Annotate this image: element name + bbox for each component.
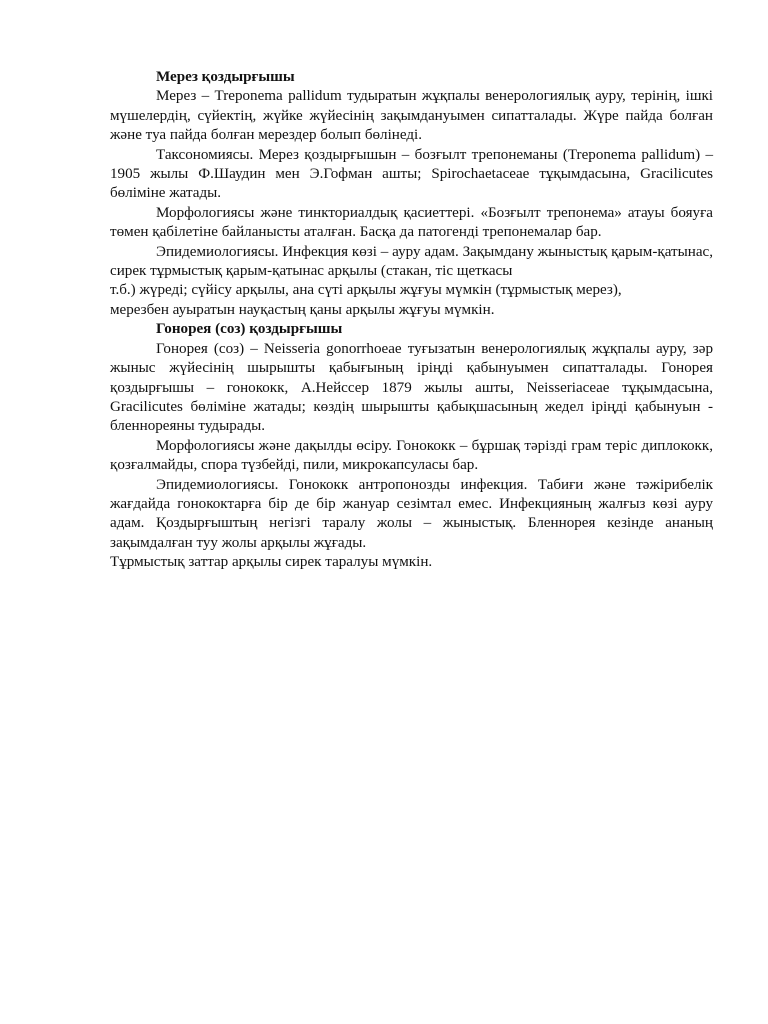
gonorrhea-intro-paragraph: Гонорея (соз) – Neisseria gonorrhoeae туғызатын венерологиялық жұқпалы ауру, зәр жыныс жүйесінің шырышты қабығының іріңді қабынуымен сипатталады. Гонорея қоздырғышы – гонококк, А.Нейссер 1879 жылы ашты, Neisseriaceae тұқымдасына, Gracilicutes бөліміне жатады; көздің шырышты қабықшасының жедел іріңді қабынуын - бленнореяны тудырады. bbox=[110, 340, 713, 435]
syphilis-epidemiology-continuation-2: мерезбен ауыратын науқастың қаны арқылы жұғуы мүмкін. bbox=[110, 301, 495, 318]
gonorrhea-morphology-paragraph: Морфологиясы және дақылды өсіру. Гонококк – бұршақ тәрізді грам теріс диплококк, қозғалмайды, спора түзбейді, пили, микрокапсуласы бар. bbox=[110, 437, 713, 474]
syphilis-epidemiology-paragraph: Эпидемиологиясы. Инфекция көзі – ауру адам. Зақымдану жыныстық қарым-қатынас, сирек тұрмыстық қарым-қатынас арқылы (стакан, тіс щеткасы bbox=[110, 243, 713, 280]
syphilis-epidemiology-continuation: т.б.) жүреді; сүйісу арқылы, ана сүті арқылы жұғуы мүмкін (тұрмыстық мерез), bbox=[110, 282, 622, 299]
syphilis-intro-paragraph: Мерез – Treponema pallidum тудыратын жұқпалы венерологиялық ауру, терінің, ішкі мүшелердің, сүйектің, жүйке жүйесінің зақымдануымен сипатталады. Жүре пайда болған және туа пайда болған мерездер болып бөлінеді. bbox=[110, 88, 713, 144]
syphilis-taxonomy-paragraph: Таксономиясы. Мерез қоздырғышын – бозғылт трепонеманы (Treponema pallidum) – 1905 жылы Ф.Шаудин мен Э.Гофман ашты; Spirochaetaceae тұқымдасына, Gracilicutes бөліміне жатады. bbox=[110, 146, 713, 202]
gonorrhea-epidemiology-continuation: Тұрмыстық заттар арқылы сирек таралуы мүмкін. bbox=[110, 554, 433, 571]
syphilis-morphology-paragraph: Морфологиясы және тинкториалдық қасиеттері. «Бозғылт трепонема» атауы бояуға төмен қабілетіне байланысты аталған. Басқа да патогенді трепонемалар бар. bbox=[110, 204, 713, 241]
gonorrhea-epidemiology-paragraph: Эпидемиологиясы. Гонококк антропонозды инфекция. Табиғи және тәжірибелік жағдайда гонококтарға бір де бір жануар сезімтал емес. Инфекцияның жалғыз көзі ауру адам. Қоздырғыштың негізгі таралу жолы – жыныстық. Бленнорея кезінде ананың зақымдалған туу жолы арқылы жұғады. bbox=[110, 476, 713, 551]
section-heading-syphilis: Мерез қоздырғышы bbox=[156, 69, 295, 85]
section-heading-gonorrhea: Гонорея (соз) қоздырғышы bbox=[156, 321, 343, 338]
document-page bbox=[110, 68, 713, 573]
